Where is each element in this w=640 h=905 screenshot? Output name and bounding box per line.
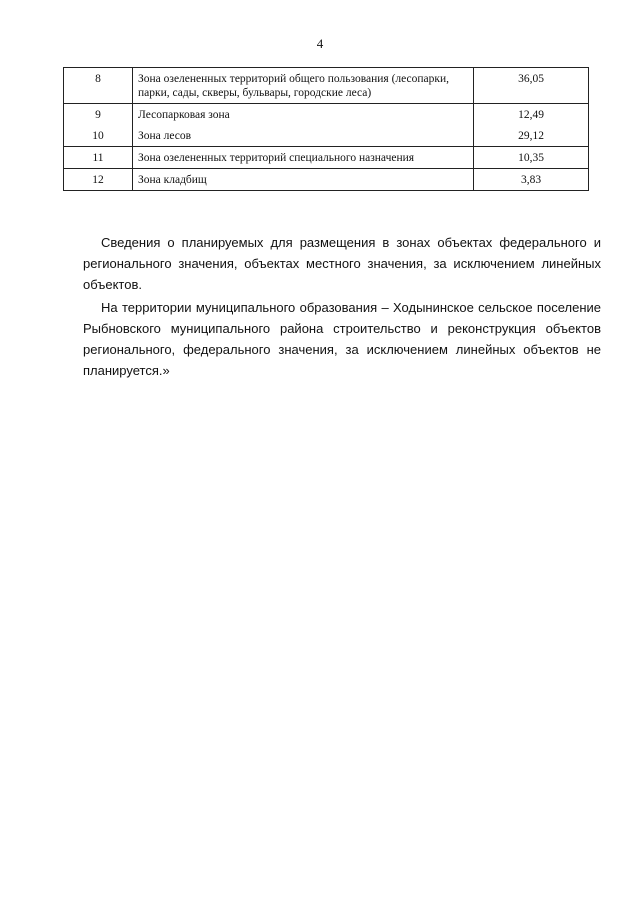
zones-table [63,67,589,191]
row-number: 10 [64,125,133,147]
paragraph-federal-objects: Сведения о планируемых для размещения в зонах объектах федерального и регионального значения, объектах местного значения, за исключением линейных объектов. [83,235,601,292]
row-number: 12 [64,169,133,191]
zone-area: 29,12 [474,125,589,147]
zone-name: Зона озелененных территорий специального назначения [133,147,474,169]
paragraph-municipality: На территории муниципального образования – Ходынинское сельское поселение Рыбновского муниципального района строительство и реконструкция объектов регионального, федерального значения, за исключением линейных объектов не планируется.» [83,300,601,378]
table-row [64,68,589,104]
zone-name: Зона озелененных территорий общего пользования (лесопарки, парки, сады, скверы, бульвары, городские леса) [133,68,474,104]
zone-name: Лесопарковая зона [133,104,474,126]
zone-area: 3,83 [474,169,589,191]
table-row [64,125,589,147]
zone-area: 12,49 [474,104,589,126]
zone-area: 36,05 [474,68,589,104]
zone-name: Зона кладбищ [133,169,474,191]
table-row [64,169,589,191]
zone-name: Зона лесов [133,125,474,147]
table-row [64,104,589,126]
row-number: 11 [64,147,133,169]
table-row [64,147,589,169]
row-number: 9 [64,104,133,126]
zone-area: 10,35 [474,147,589,169]
page-number: 4 [316,36,324,51]
row-number: 8 [64,68,133,104]
